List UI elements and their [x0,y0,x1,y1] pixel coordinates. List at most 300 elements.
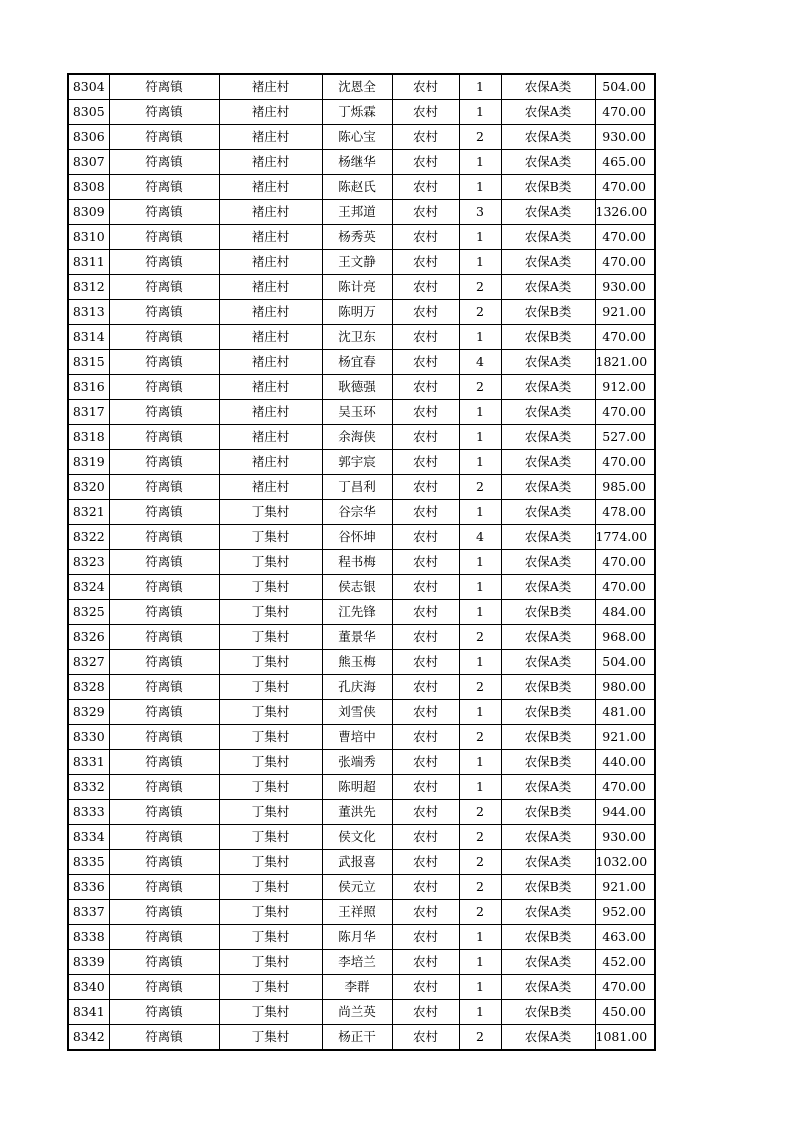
table-row [68,525,655,550]
amount-cell: 504.00 [595,650,655,675]
table-row [68,825,655,850]
member-count-cell: 1 [459,950,501,975]
member-count-cell: 2 [459,675,501,700]
amount-cell: 470.00 [595,575,655,600]
name-cell: 谷怀坤 [322,525,392,550]
town-cell: 符离镇 [109,650,219,675]
serial-no-cell: 8325 [68,600,109,625]
table-row [68,150,655,175]
category-cell: 农保B类 [501,325,595,350]
town-cell: 符离镇 [109,250,219,275]
household-type-cell: 农村 [392,74,459,100]
category-cell: 农保B类 [501,875,595,900]
name-cell: 武报喜 [322,850,392,875]
amount-cell: 470.00 [595,250,655,275]
name-cell: 陈月华 [322,925,392,950]
member-count-cell: 1 [459,500,501,525]
village-cell: 丁集村 [219,700,322,725]
town-cell: 符离镇 [109,800,219,825]
category-cell: 农保B类 [501,1000,595,1025]
table-row [68,875,655,900]
amount-cell: 470.00 [595,450,655,475]
serial-no-cell: 8326 [68,625,109,650]
village-cell: 丁集村 [219,950,322,975]
town-cell: 符离镇 [109,525,219,550]
table-row [68,200,655,225]
category-cell: 农保A类 [501,100,595,125]
category-cell: 农保B类 [501,700,595,725]
amount-cell: 968.00 [595,625,655,650]
member-count-cell: 2 [459,625,501,650]
village-cell: 丁集村 [219,625,322,650]
table-row [68,325,655,350]
household-type-cell: 农村 [392,225,459,250]
serial-no-cell: 8315 [68,350,109,375]
serial-no-cell: 8327 [68,650,109,675]
member-count-cell: 1 [459,225,501,250]
table-row [68,975,655,1000]
household-type-cell: 农村 [392,425,459,450]
amount-cell: 1032.00 [595,850,655,875]
town-cell: 符离镇 [109,450,219,475]
town-cell: 符离镇 [109,950,219,975]
category-cell: 农保B类 [501,725,595,750]
name-cell: 熊玉梅 [322,650,392,675]
name-cell: 陈明超 [322,775,392,800]
amount-cell: 944.00 [595,800,655,825]
village-cell: 褚庄村 [219,100,322,125]
amount-cell: 478.00 [595,500,655,525]
amount-cell: 465.00 [595,150,655,175]
name-cell: 丁昌利 [322,475,392,500]
household-type-cell: 农村 [392,600,459,625]
member-count-cell: 2 [459,825,501,850]
table-row [68,925,655,950]
name-cell: 陈心宝 [322,125,392,150]
table-row [68,475,655,500]
serial-no-cell: 8310 [68,225,109,250]
member-count-cell: 1 [459,100,501,125]
member-count-cell: 1 [459,425,501,450]
town-cell: 符离镇 [109,175,219,200]
household-type-cell: 农村 [392,925,459,950]
member-count-cell: 1 [459,150,501,175]
town-cell: 符离镇 [109,375,219,400]
household-type-cell: 农村 [392,1000,459,1025]
town-cell: 符离镇 [109,400,219,425]
category-cell: 农保B类 [501,675,595,700]
town-cell: 符离镇 [109,600,219,625]
table-row [68,575,655,600]
town-cell: 符离镇 [109,1025,219,1051]
serial-no-cell: 8314 [68,325,109,350]
town-cell: 符离镇 [109,350,219,375]
serial-no-cell: 8329 [68,700,109,725]
village-cell: 丁集村 [219,1000,322,1025]
town-cell: 符离镇 [109,275,219,300]
town-cell: 符离镇 [109,1000,219,1025]
village-cell: 丁集村 [219,500,322,525]
name-cell: 王邦道 [322,200,392,225]
household-type-cell: 农村 [392,125,459,150]
amount-cell: 980.00 [595,675,655,700]
category-cell: 农保A类 [501,500,595,525]
serial-no-cell: 8331 [68,750,109,775]
name-cell: 侯文化 [322,825,392,850]
member-count-cell: 2 [459,850,501,875]
household-type-cell: 农村 [392,550,459,575]
serial-no-cell: 8308 [68,175,109,200]
category-cell: 农保A类 [501,900,595,925]
village-cell: 褚庄村 [219,125,322,150]
amount-cell: 921.00 [595,300,655,325]
town-cell: 符离镇 [109,200,219,225]
table-row [68,500,655,525]
name-cell: 杨正干 [322,1025,392,1051]
amount-cell: 930.00 [595,125,655,150]
category-cell: 农保A类 [501,775,595,800]
household-type-cell: 农村 [392,675,459,700]
village-cell: 褚庄村 [219,350,322,375]
household-type-cell: 农村 [392,900,459,925]
member-count-cell: 1 [459,400,501,425]
serial-no-cell: 8338 [68,925,109,950]
table-row [68,375,655,400]
category-cell: 农保A类 [501,375,595,400]
town-cell: 符离镇 [109,925,219,950]
serial-no-cell: 8322 [68,525,109,550]
table-row [68,400,655,425]
town-cell: 符离镇 [109,975,219,1000]
household-type-cell: 农村 [392,275,459,300]
serial-no-cell: 8304 [68,74,109,100]
village-cell: 褚庄村 [219,300,322,325]
household-type-cell: 农村 [392,150,459,175]
serial-no-cell: 8334 [68,825,109,850]
table-row [68,775,655,800]
name-cell: 杨秀英 [322,225,392,250]
category-cell: 农保A类 [501,350,595,375]
name-cell: 刘雪侠 [322,700,392,725]
category-cell: 农保A类 [501,1025,595,1051]
member-count-cell: 2 [459,800,501,825]
amount-cell: 470.00 [595,175,655,200]
category-cell: 农保A类 [501,125,595,150]
member-count-cell: 4 [459,525,501,550]
amount-cell: 484.00 [595,600,655,625]
amount-cell: 930.00 [595,275,655,300]
member-count-cell: 1 [459,650,501,675]
serial-no-cell: 8320 [68,475,109,500]
household-type-cell: 农村 [392,850,459,875]
name-cell: 丁烁霖 [322,100,392,125]
category-cell: 农保A类 [501,475,595,500]
household-type-cell: 农村 [392,975,459,1000]
member-count-cell: 2 [459,475,501,500]
name-cell: 陈明万 [322,300,392,325]
village-cell: 丁集村 [219,575,322,600]
name-cell: 尚兰英 [322,1000,392,1025]
village-cell: 丁集村 [219,925,322,950]
member-count-cell: 1 [459,775,501,800]
serial-no-cell: 8321 [68,500,109,525]
village-cell: 丁集村 [219,600,322,625]
table-row [68,125,655,150]
member-count-cell: 1 [459,74,501,100]
name-cell: 孔庆海 [322,675,392,700]
table-row [68,74,655,100]
serial-no-cell: 8330 [68,725,109,750]
amount-cell: 527.00 [595,425,655,450]
name-cell: 曹培中 [322,725,392,750]
village-cell: 褚庄村 [219,375,322,400]
member-count-cell: 2 [459,725,501,750]
name-cell: 耿德强 [322,375,392,400]
category-cell: 农保A类 [501,200,595,225]
serial-no-cell: 8332 [68,775,109,800]
amount-cell: 463.00 [595,925,655,950]
household-type-cell: 农村 [392,475,459,500]
table-row [68,175,655,200]
serial-no-cell: 8339 [68,950,109,975]
household-type-cell: 农村 [392,350,459,375]
household-type-cell: 农村 [392,450,459,475]
category-cell: 农保A类 [501,850,595,875]
amount-cell: 470.00 [595,975,655,1000]
member-count-cell: 2 [459,375,501,400]
town-cell: 符离镇 [109,300,219,325]
village-cell: 褚庄村 [219,475,322,500]
member-count-cell: 2 [459,125,501,150]
table-row [68,950,655,975]
name-cell: 程书梅 [322,550,392,575]
name-cell: 王祥照 [322,900,392,925]
table-row [68,225,655,250]
household-type-cell: 农村 [392,800,459,825]
name-cell: 董洪先 [322,800,392,825]
category-cell: 农保B类 [501,600,595,625]
town-cell: 符离镇 [109,825,219,850]
household-type-cell: 农村 [392,500,459,525]
member-count-cell: 1 [459,250,501,275]
category-cell: 农保A类 [501,550,595,575]
village-cell: 褚庄村 [219,425,322,450]
town-cell: 符离镇 [109,750,219,775]
household-type-cell: 农村 [392,575,459,600]
category-cell: 农保A类 [501,74,595,100]
member-count-cell: 2 [459,900,501,925]
household-type-cell: 农村 [392,200,459,225]
household-type-cell: 农村 [392,650,459,675]
table-row [68,750,655,775]
amount-cell: 470.00 [595,400,655,425]
amount-cell: 1081.00 [595,1025,655,1051]
category-cell: 农保B类 [501,750,595,775]
amount-cell: 470.00 [595,775,655,800]
name-cell: 董景华 [322,625,392,650]
name-cell: 王文静 [322,250,392,275]
town-cell: 符离镇 [109,74,219,100]
name-cell: 吴玉环 [322,400,392,425]
village-cell: 丁集村 [219,725,322,750]
table-body [68,74,655,1050]
name-cell: 沈卫东 [322,325,392,350]
town-cell: 符离镇 [109,225,219,250]
village-cell: 褚庄村 [219,200,322,225]
amount-cell: 470.00 [595,325,655,350]
member-count-cell: 1 [459,175,501,200]
amount-cell: 1326.00 [595,200,655,225]
village-cell: 褚庄村 [219,175,322,200]
village-cell: 褚庄村 [219,400,322,425]
household-type-cell: 农村 [392,175,459,200]
amount-cell: 440.00 [595,750,655,775]
table-row [68,450,655,475]
category-cell: 农保A类 [501,950,595,975]
village-cell: 丁集村 [219,975,322,1000]
serial-no-cell: 8341 [68,1000,109,1025]
amount-cell: 952.00 [595,900,655,925]
serial-no-cell: 8328 [68,675,109,700]
name-cell: 侯志银 [322,575,392,600]
category-cell: 农保A类 [501,225,595,250]
table-row [68,300,655,325]
amount-cell: 1774.00 [595,525,655,550]
member-count-cell: 2 [459,275,501,300]
table-row [68,425,655,450]
village-cell: 褚庄村 [219,250,322,275]
table-row [68,725,655,750]
serial-no-cell: 8316 [68,375,109,400]
name-cell: 杨继华 [322,150,392,175]
table-row [68,675,655,700]
name-cell: 江先锋 [322,600,392,625]
serial-no-cell: 8324 [68,575,109,600]
serial-no-cell: 8335 [68,850,109,875]
name-cell: 侯元立 [322,875,392,900]
household-type-cell: 农村 [392,525,459,550]
category-cell: 农保B类 [501,925,595,950]
category-cell: 农保A类 [501,150,595,175]
table-row [68,700,655,725]
town-cell: 符离镇 [109,425,219,450]
name-cell: 陈计亮 [322,275,392,300]
name-cell: 张端秀 [322,750,392,775]
town-cell: 符离镇 [109,875,219,900]
table-row [68,850,655,875]
amount-cell: 470.00 [595,550,655,575]
table-row [68,1025,655,1051]
table-row [68,550,655,575]
serial-no-cell: 8313 [68,300,109,325]
member-count-cell: 1 [459,450,501,475]
name-cell: 李培兰 [322,950,392,975]
category-cell: 农保A类 [501,975,595,1000]
household-type-cell: 农村 [392,750,459,775]
member-count-cell: 1 [459,575,501,600]
household-type-cell: 农村 [392,250,459,275]
member-count-cell: 3 [459,200,501,225]
amount-cell: 921.00 [595,875,655,900]
village-cell: 丁集村 [219,850,322,875]
table-row [68,100,655,125]
name-cell: 陈赵氏 [322,175,392,200]
serial-no-cell: 8311 [68,250,109,275]
amount-cell: 470.00 [595,100,655,125]
serial-no-cell: 8342 [68,1025,109,1051]
serial-no-cell: 8312 [68,275,109,300]
town-cell: 符离镇 [109,500,219,525]
name-cell: 李群 [322,975,392,1000]
table-row [68,625,655,650]
serial-no-cell: 8323 [68,550,109,575]
name-cell: 杨宜春 [322,350,392,375]
category-cell: 农保A类 [501,400,595,425]
table-row [68,250,655,275]
category-cell: 农保A类 [501,425,595,450]
category-cell: 农保B类 [501,175,595,200]
serial-no-cell: 8309 [68,200,109,225]
serial-no-cell: 8319 [68,450,109,475]
category-cell: 农保A类 [501,650,595,675]
amount-cell: 912.00 [595,375,655,400]
serial-no-cell: 8317 [68,400,109,425]
member-count-cell: 1 [459,975,501,1000]
village-cell: 丁集村 [219,750,322,775]
household-type-cell: 农村 [392,625,459,650]
village-cell: 褚庄村 [219,275,322,300]
household-type-cell: 农村 [392,325,459,350]
town-cell: 符离镇 [109,900,219,925]
amount-cell: 450.00 [595,1000,655,1025]
town-cell: 符离镇 [109,125,219,150]
town-cell: 符离镇 [109,550,219,575]
category-cell: 农保A类 [501,250,595,275]
village-cell: 丁集村 [219,900,322,925]
village-cell: 丁集村 [219,525,322,550]
village-cell: 褚庄村 [219,225,322,250]
member-count-cell: 1 [459,750,501,775]
household-type-cell: 农村 [392,100,459,125]
amount-cell: 504.00 [595,74,655,100]
village-cell: 丁集村 [219,1025,322,1051]
category-cell: 农保B类 [501,800,595,825]
amount-cell: 921.00 [595,725,655,750]
amount-cell: 481.00 [595,700,655,725]
village-cell: 丁集村 [219,875,322,900]
member-count-cell: 1 [459,600,501,625]
household-type-cell: 农村 [392,400,459,425]
name-cell: 谷宗华 [322,500,392,525]
town-cell: 符离镇 [109,850,219,875]
village-cell: 丁集村 [219,775,322,800]
village-cell: 丁集村 [219,650,322,675]
household-type-cell: 农村 [392,700,459,725]
village-cell: 丁集村 [219,825,322,850]
category-cell: 农保B类 [501,300,595,325]
household-type-cell: 农村 [392,375,459,400]
village-cell: 丁集村 [219,675,322,700]
table-row [68,600,655,625]
member-count-cell: 2 [459,875,501,900]
household-type-cell: 农村 [392,1025,459,1051]
town-cell: 符离镇 [109,100,219,125]
serial-no-cell: 8307 [68,150,109,175]
serial-no-cell: 8333 [68,800,109,825]
village-cell: 褚庄村 [219,325,322,350]
member-count-cell: 4 [459,350,501,375]
serial-no-cell: 8336 [68,875,109,900]
